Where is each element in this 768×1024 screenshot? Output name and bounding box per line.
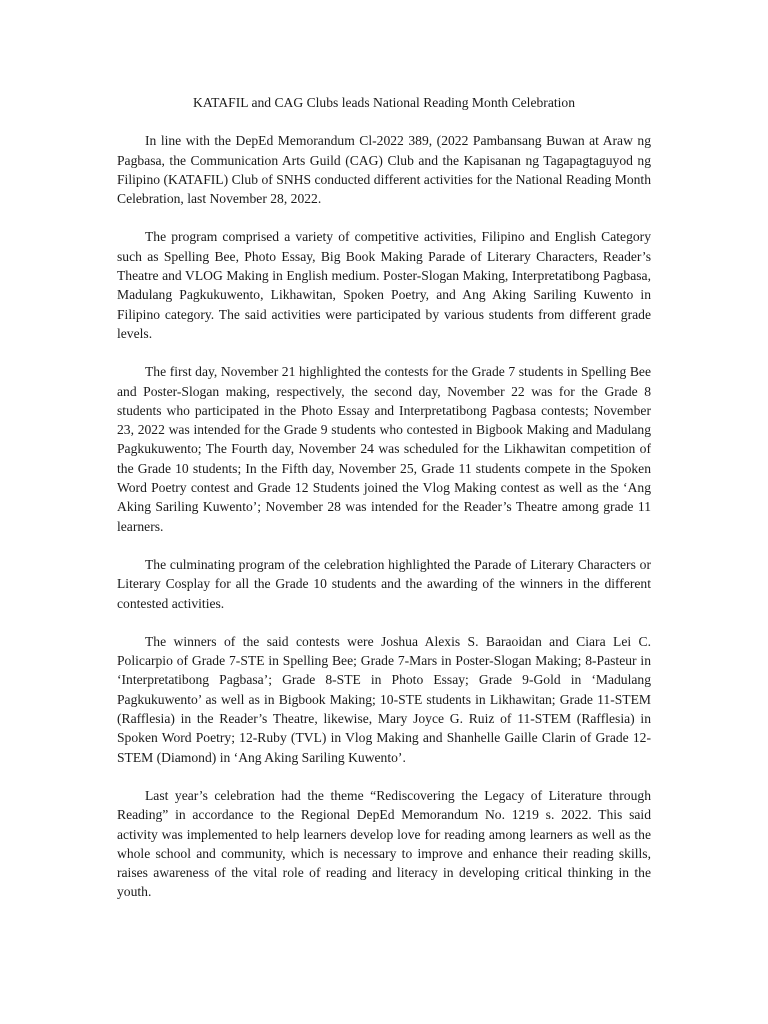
paragraph-schedule: The first day, November 21 highlighted the contests for the Grade 7 students in Spelling Bee and Poster-Slogan making, respectively, the second day, November 22 was for the Grade 8 students who participated in the Photo Essay and Interpretatibong Pagbasa contests; November 23, 2022 was intended for the Grade 9 students who contested in Bigbook Making and Madulang Pagkukuwento; The Fourth day, November 24 was scheduled for the Likhawitan competition of the Grade 10 students; In the Fifth day, November 25, Grade 11 students compete in the Spoken Word Poetry contest and Grade 12 Students joined the Vlog Making contest as well as the ‘Ang Aking Sariling Kuwento’; November 28 was intended for the Reader’s Theatre among grade 11 learners.: [117, 364, 651, 534]
paragraph-culminating: The culminating program of the celebration highlighted the Parade of Literary Characters or Literary Cosplay for all the Grade 10 students and the awarding of the winners in the different contested activities.: [117, 556, 651, 611]
document-page: [117, 93, 651, 921]
paragraph-theme: Last year’s celebration had the theme “Rediscovering the Legacy of Literature through Reading” in accordance to the Regional DepEd Memorandum No. 1219 s. 2022. This said activity was implemented to help learners develop love for reading among learners as well as the whole school and community, which is necessary to improve and enhance their reading skills, raises awareness of the vital role of reading and literacy in developing critical thinking in the youth.: [117, 787, 651, 900]
paragraph-intro: In line with the DepEd Memorandum Cl-2022 389, (2022 Pambansang Buwan at Araw ng Pagbasa, the Communication Arts Guild (CAG) Club and the Kapisanan ng Tagapagtaguyod ng Filipino (KATAFIL) Club of SNHS conducted different activities for the National Reading Month Celebration, last November 28, 2022.: [117, 133, 651, 207]
document-title: KATAFIL and CAG Clubs leads National Reading Month Celebration: [193, 95, 575, 110]
paragraph-winners: The winners of the said contests were Joshua Alexis S. Baraoidan and Ciara Lei C. Policarpio of Grade 7-STE in Spelling Bee; Grade 7-Mars in Poster-Slogan Making; 8-Pasteur in ‘Interpretatibong Pagbasa’; Grade 8-STE in Photo Essay; Grade 9-Gold in ‘Madulang Pagkukuwento’ as well as in Bigbook Making; 10-STE students in Likhawitan; Grade 11-STEM (Rafflesia) in the Reader’s Theatre, likewise, Mary Joyce G. Ruiz of 11-STEM (Rafflesia) in Spoken Word Poetry; 12-Ruby (TVL) in Vlog Making and Shanhelle Gaille Clarin of Grade 12-STEM (Diamond) in ‘Ang Aking Sariling Kuwento’.: [117, 633, 651, 765]
paragraph-program: The program comprised a variety of competitive activities, Filipino and English Category such as Spelling Bee, Photo Essay, Big Book Making Parade of Literary Characters, Reader’s Theatre and VLOG Making in English medium. Poster-Slogan Making, Interpretatibong Pagbasa, Madulang Pagkukuwento, Likhawitan, Spoken Poetry, and Ang Aking Sariling Kuwento in Filipino category. The said activities were participated by various students from different grade levels.: [117, 229, 651, 341]
